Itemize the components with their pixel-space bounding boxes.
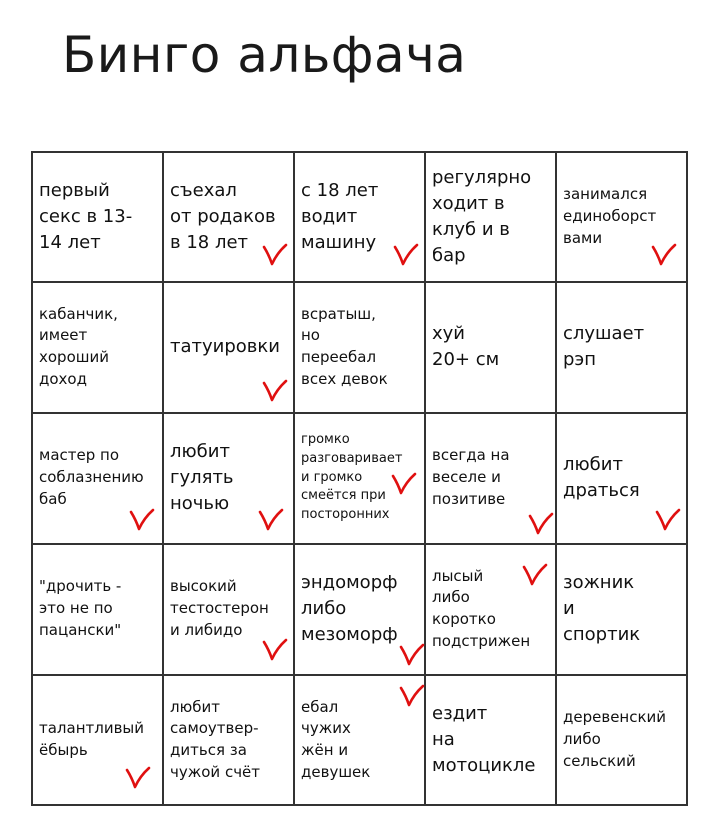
checkmark-icon	[391, 472, 417, 496]
bingo-cell-text: громко разговаривает и громко смеётся при посторонних	[301, 431, 403, 523]
bingo-cell-text: всратыш, но переебал всех девок	[301, 304, 388, 388]
bingo-cell[interactable]	[33, 283, 162, 411]
checkmark-icon	[399, 643, 425, 667]
bingo-cell-text: регулярно ходит в клуб и в бар	[432, 166, 532, 267]
bingo-cell-text: ездит на мотоцикле	[432, 702, 536, 777]
bingo-cell[interactable]	[295, 283, 424, 411]
checkmark-icon	[125, 766, 151, 790]
checkmark-icon	[262, 379, 288, 403]
checkmark-icon	[522, 563, 548, 587]
bingo-cell-text: эндоморф либо мезоморф	[301, 571, 398, 646]
checkmark-icon	[129, 508, 155, 532]
bingo-cell-text: съехал от родаков в 18 лет	[170, 179, 276, 254]
bingo-cell-text: лысый либо коротко подстрижен	[432, 566, 531, 650]
checkmark-icon	[393, 243, 419, 267]
grid-line	[686, 151, 688, 806]
bingo-cell-text: деревенский либо сельский	[563, 708, 667, 770]
checkmark-icon	[258, 508, 284, 532]
bingo-board	[31, 151, 688, 806]
bingo-cell-text: зожник и спортик	[563, 571, 641, 646]
bingo-cell-text: всегда на веселе и позитиве	[432, 446, 510, 508]
checkmark-icon	[655, 508, 681, 532]
checkmark-icon	[262, 243, 288, 267]
bingo-cell-text: кабанчик, имеет хороший доход	[39, 304, 118, 388]
bingo-cell-text: татуировки	[170, 335, 280, 357]
bingo-cell[interactable]	[557, 283, 686, 411]
bingo-cell-text: любит гулять ночью	[170, 440, 234, 515]
bingo-cell-text: первый секс в 13- 14 лет	[39, 179, 133, 254]
bingo-cell[interactable]	[557, 545, 686, 673]
bingo-cell[interactable]	[33, 153, 162, 281]
checkmark-icon	[651, 243, 677, 267]
bingo-cell[interactable]	[33, 545, 162, 673]
checkmark-icon	[262, 638, 288, 662]
bingo-cell[interactable]	[557, 676, 686, 804]
bingo-cell-text: с 18 лет водит машину	[301, 179, 379, 254]
bingo-cell-text: ебал чужих жён и девушек	[301, 697, 371, 781]
bingo-cell-text: слушает рэп	[563, 322, 645, 370]
page-title: Бинго альфача	[62, 26, 467, 84]
bingo-cell-text: хуй 20+ см	[432, 322, 500, 370]
bingo-cell-text: любит драться	[563, 453, 640, 501]
checkmark-icon	[528, 512, 554, 536]
bingo-cell-text: талантливый ёбырь	[39, 719, 145, 759]
grid-line	[31, 804, 688, 806]
bingo-cell-text: высокий тестостерон и либидо	[170, 577, 269, 639]
checkmark-icon	[399, 684, 425, 708]
bingo-cell-text: занимался единоборст вами	[563, 185, 657, 247]
bingo-cell-text: любит самоутвер- диться за чужой счёт	[170, 697, 261, 781]
bingo-cell-text: "дрочить - это не по пацански"	[39, 577, 122, 639]
bingo-cell[interactable]	[426, 676, 555, 804]
bingo-cell[interactable]	[164, 676, 293, 804]
bingo-cell-text: мастер по соблазнению баб	[39, 446, 144, 508]
bingo-cell[interactable]	[426, 283, 555, 411]
bingo-cell[interactable]	[426, 153, 555, 281]
